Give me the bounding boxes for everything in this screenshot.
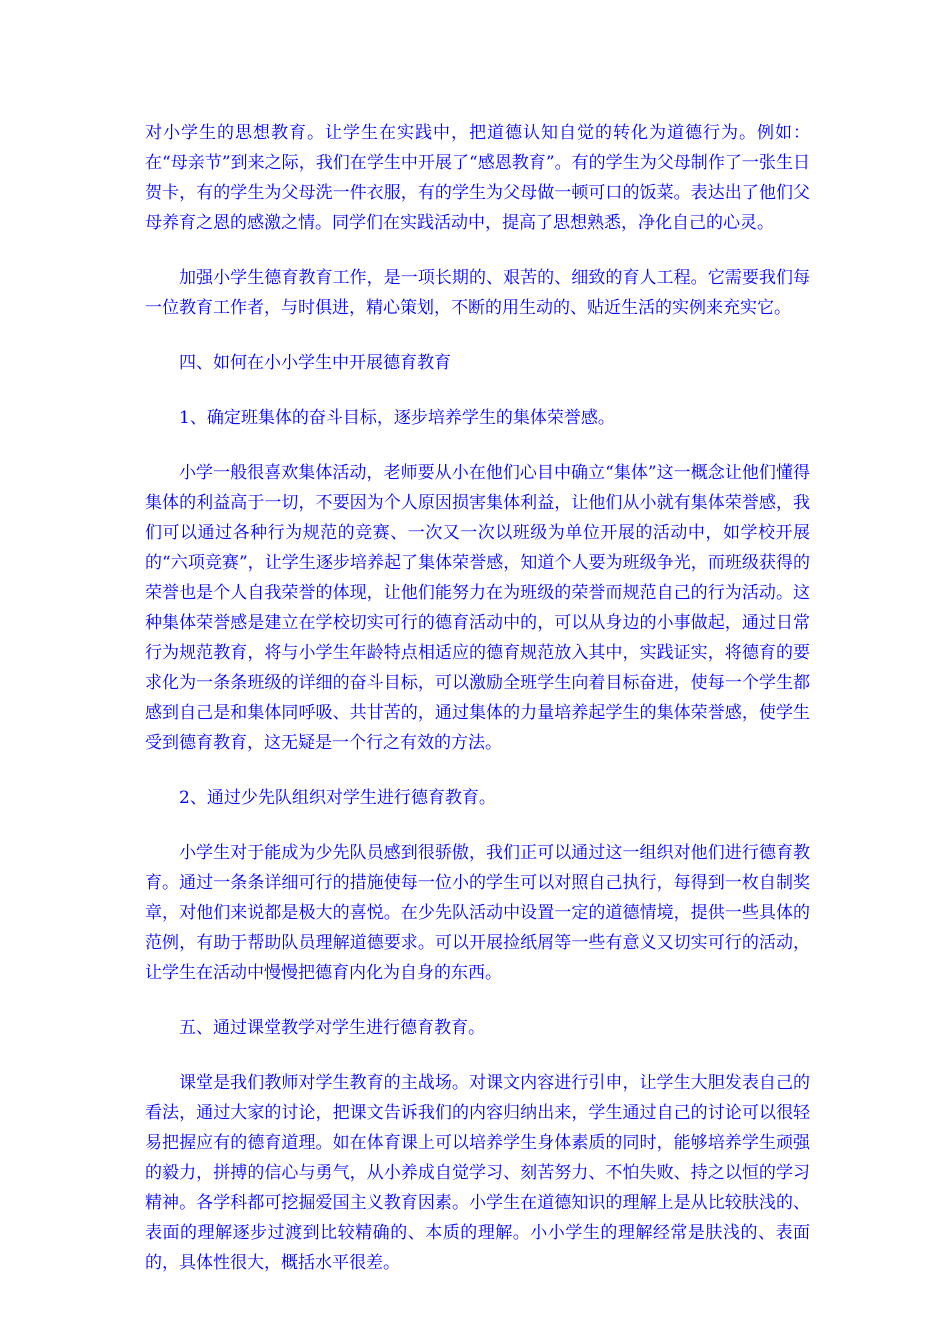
- subheading-two: 2、通过少先队组织对学生进行德育教育。: [179, 788, 496, 808]
- paragraph-collective-honor: 小学一般很喜欢集体活动，老师要从小在他们心目中确立“集体”这一概念让他们懂得集体的利益高于一切，不要因为个人原因损害集体利益，让他们从小就有集体荣誉感，我们可以通过各种行为规范的竞赛、一次又一次以班级为单位开展的活动中，如学校开展的“六项竞赛”，让学生逐步培养起了集体荣誉感，知道个人要为班级争光，而班级获得的荣誉也是个人自我荣誉的体现，让他们能努力在为班级的荣誉而规范自己的行为活动。这种集体荣誉感是建立在学校切实可行的德育活动中的，可以从身边的小事做起，通过日常行为规范教育，将与小学生年龄特点相适应的德育规范放入其中，实践证实，将德育的要求化为一条条班级的详细的奋斗目标，可以激励全班学生向着目标奋进，使每一个学生都感到自己是和集体同呼吸、共甘苦的，通过集体的力量培养起学生的集体荣誉感，使学生受到德育教育，这无疑是一个行之有效的方法。: [145, 463, 810, 753]
- subheading-one: 1、确定班集体的奋斗目标，逐步培养学生的集体荣誉感。: [179, 408, 615, 428]
- paragraph-young-pioneers: 小学生对于能成为少先队员感到很骄傲，我们正可以通过这一组织对他们进行德育教育。通过一条条详细可行的措施使每一位小的学生可以对照自己执行，每得到一枚自制奖章，对他们来说都是极大的喜悦。在少先队活动中设置一定的道德情境，提供一些具体的范例，有助于帮助队员理解道德要求。可以开展捡纸屑等一些有意义又切实可行的活动，让学生在活动中慢慢把德育内化为自身的东西。: [145, 843, 810, 983]
- paragraph-summary: 加强小学生德育教育工作，是一项长期的、艰苦的、细致的育人工程。它需要我们每一位教育工作者，与时俱进，精心策划，不断的用生动的、贴近生活的实例来充实它。: [145, 268, 810, 318]
- section-heading-four: 四、如何在小小学生中开展德育教育: [179, 353, 451, 373]
- paragraph-classroom-teaching: 课堂是我们教师对学生教育的主战场。对课文内容进行引申，让学生大胆发表自己的看法，通过大家的讨论，把课文告诉我们的内容归纳出来，学生通过自己的讨论可以很轻易把握应有的德育道理。如在体育课上可以培养学生身体素质的同时，能够培养学生顽强的毅力，拼搏的信心与勇气，从小养成自觉学习、刻苦努力、不怕失败、持之以恒的学习精神。各学科都可挖掘爱国主义教育因素。小学生在道德知识的理解上是从比较肤浅的、表面的理解逐步过渡到比较精确的、本质的理解。小小学生的理解经常是肤浅的、表面的，具体性很大，概括水平很差。: [145, 1073, 810, 1273]
- section-heading-five: 五、通过课堂教学对学生进行德育教育。: [179, 1018, 485, 1038]
- document-page: [145, 118, 810, 1303]
- paragraph-intro-continuation: 对小学生的思想教育。让学生在实践中，把道德认知自觉的转化为道德行为。例如：在“母亲节”到来之际，我们在学生中开展了“感恩教育”。有的学生为父母制作了一张生日贺卡，有的学生为父母洗一件衣服，有的学生为父母做一顿可口的饭菜。表达出了他们父母养育之恩的感激之情。同学们在实践活动中，提高了思想熟悉，净化自己的心灵。: [145, 123, 810, 233]
